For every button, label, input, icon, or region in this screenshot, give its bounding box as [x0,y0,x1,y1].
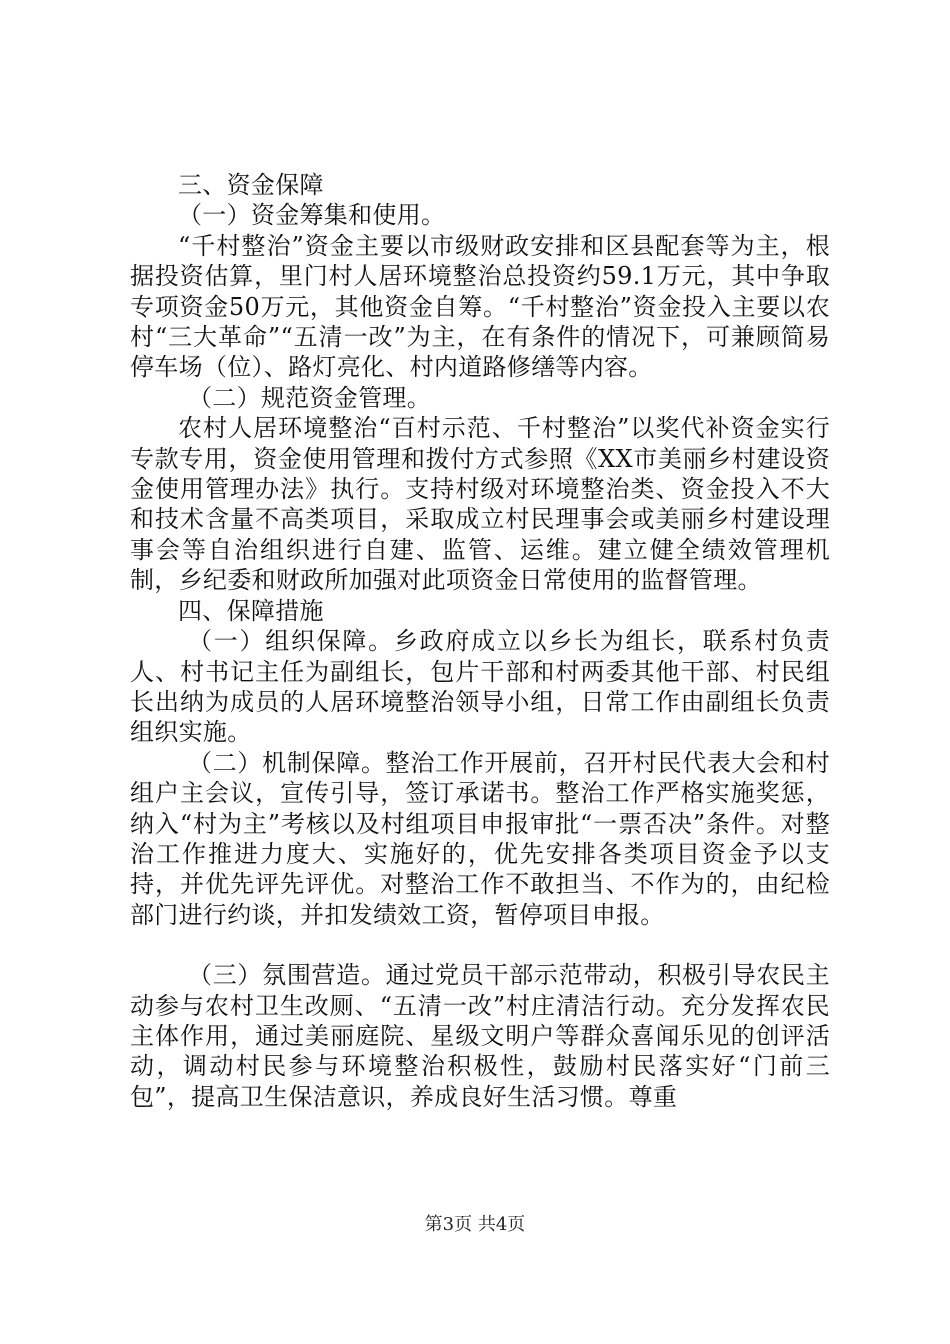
section-heading-safeguards: 四、保障措施 [178,596,324,625]
page-number: 第3页 [424,1214,473,1235]
page-footer [0,1213,950,1237]
page-total: 共4页 [477,1214,526,1235]
document-body [130,170,830,1112]
section-heading-funding: 三、资金保障 [178,171,324,199]
subheading-fund-raising: （一）资金筹集和使用。 [178,201,446,230]
paragraph-mechanism: （二）机制保障。整治工作开展前，召开村民代表大会和村组户主会议，宣传引导，签订承诺书。整治工作严格实施奖惩，纳入“村为主”考核以及村组项目申报审批“一票否决”条件。对整治工作推进力度大、实施好的，优先安排各类项目资金予以支持，并优先评先评优。对整治工作不敢担当、不作为的，由纪检部门进行约谈，并扣发绩效工资，暂停项目申报。 [130,748,830,929]
subheading-fund-management: （二）规范资金管理。 [188,383,431,412]
paragraph-organization: （一）组织保障。乡政府成立以乡长为组长，联系村负责人、村书记主任为副组长，包片干部和村两委其他干部、村民组长出纳为成员的人居环境整治领导小组，日常工作由副组长负责组织实施。 [130,627,830,747]
paragraph-fund-raising: “千村整治”资金主要以市级财政安排和区县配套等为主，根据投资估算，里门村人居环境整治总投资约59.1万元，其中争取专项资金50万元，其他资金自筹。“千村整治”资金投入主要以农村“三大革命”“五清一改”为主，在有条件的情况下，可兼顾简易停车场（位）、路灯亮化、村内道路修缮等内容。 [130,231,830,382]
paragraph-fund-management: 农村人居环境整治“百村示范、千村整治”以奖代补资金实行专款专用，资金使用管理和拨付方式参照《XX市美丽乡村建设资金使用管理办法》执行。支持村级对环境整治类、资金投入不大和技术含量不高类项目，采取成立村民理事会或美丽乡村建设理事会等自治组织进行自建、监管、运维。建立健全绩效管理机制，乡纪委和财政所加强对此项资金日常使用的监督管理。 [130,414,830,595]
paragraph-atmosphere: （三）氛围营造。通过党员干部示范带动，积极引导农民主动参与农村卫生改厕、“五清一改”村庄清洁行动。充分发挥农民主体作用，通过美丽庭院、星级文明户等群众喜闻乐见的创评活动，调动村民参与环境整治积极性，鼓励村民落实好“门前三包”，提高卫生保洁意识，养成良好生活习惯。尊重 [130,961,830,1111]
